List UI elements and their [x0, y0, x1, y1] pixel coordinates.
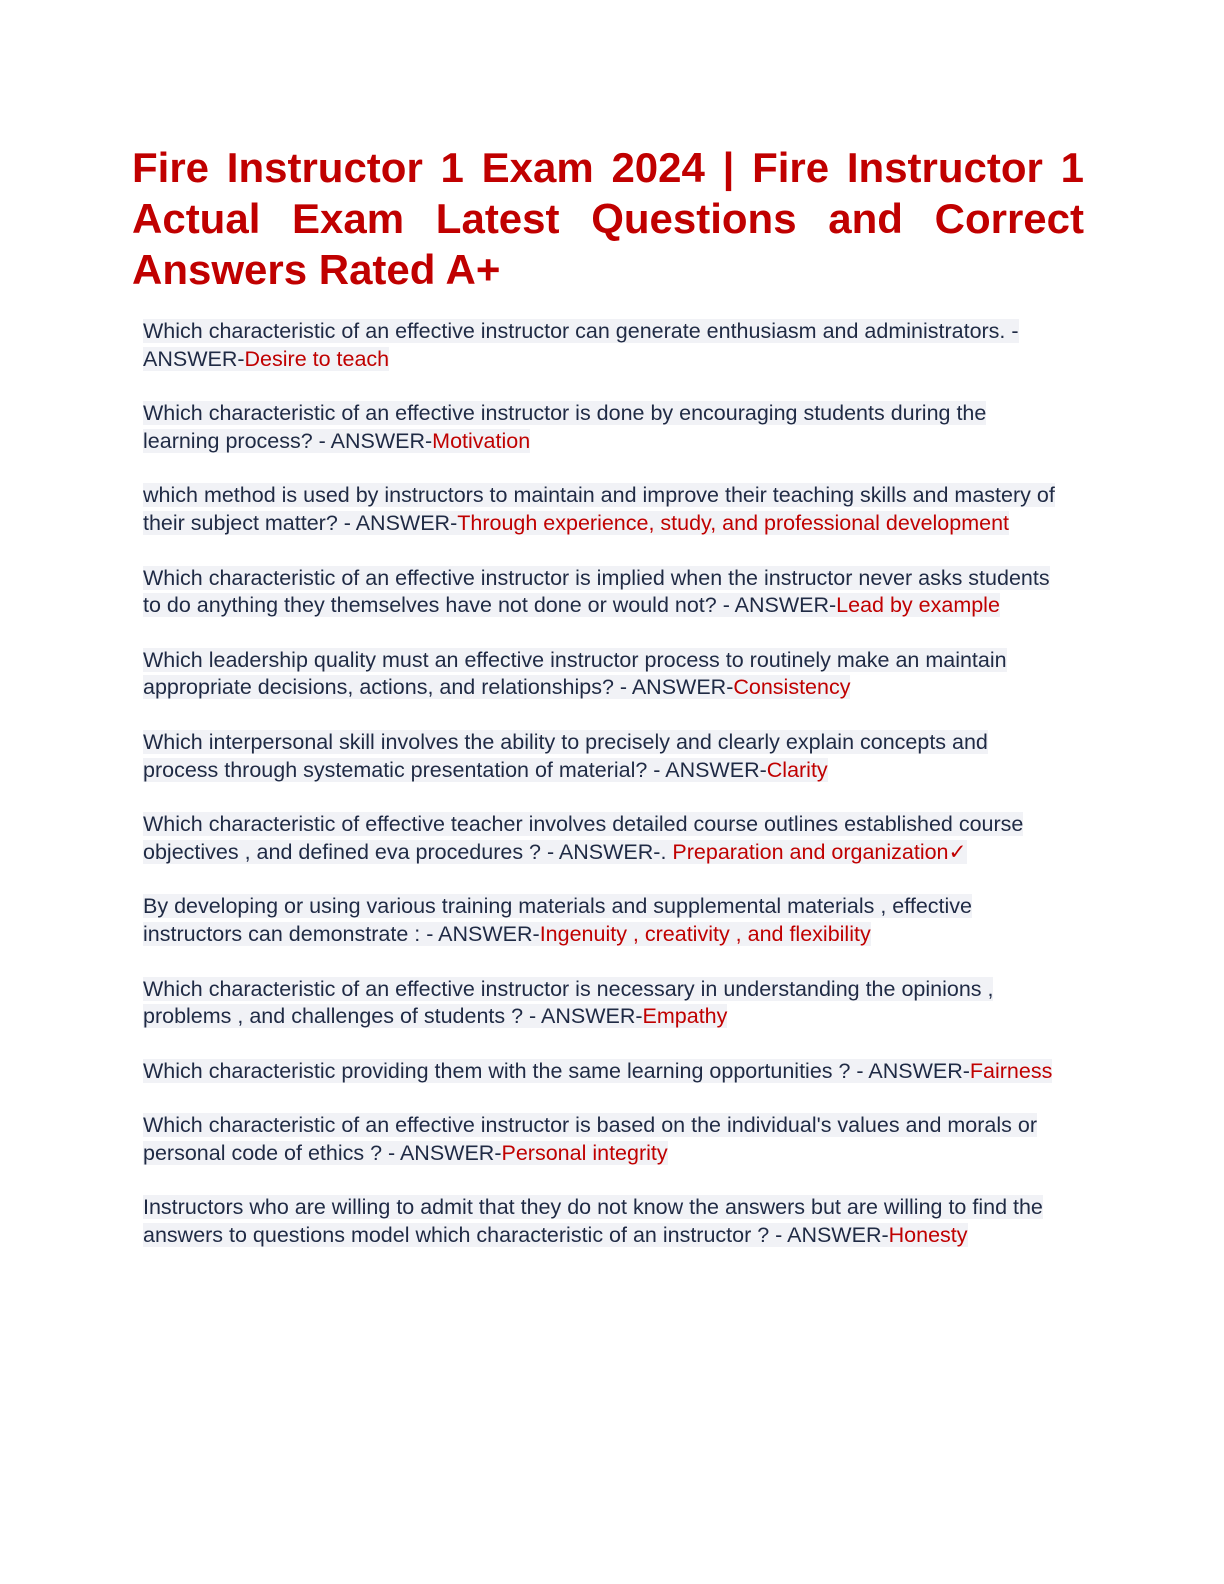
qa-item: [143, 647, 1061, 702]
qa-item: [143, 1058, 1061, 1086]
question-text: Which interpersonal skill involves the ability to precisely and clearly explain concepts and process through systematic presentation of material? - ANSWER-: [143, 729, 988, 782]
answer-text: Through experience, study, and professional development: [457, 510, 1010, 535]
question-text: Which characteristic of effective teacher involves detailed course outlines established course objectives , and defined eva procedures ? - ANSWER-.: [143, 812, 1024, 864]
question-text: Instructors who are willing to admit that they do not know the answers but are willing to find the answers to questions model which characteristic of an instructor ? - ANSWER-: [143, 1195, 1043, 1248]
answer-text: Empathy: [642, 1004, 728, 1029]
question-text: Which characteristic of an effective instructor is necessary in understanding the opinions , problems , and challenges of students ? - ANSWER-: [143, 976, 994, 1029]
question-text: Which characteristic providing them with the same learning opportunities ? - ANSWER-: [143, 1058, 970, 1083]
answer-text: Lead by example: [836, 593, 1000, 618]
question-text: Which characteristic of an effective instructor is implied when the instructor never asks students to do anything they themselves have not done or would not? - ANSWER-: [143, 565, 1050, 618]
question-text: Which characteristic of an effective instructor can generate enthusiasm and administrators. - ANSWER-: [143, 319, 1019, 371]
question-text: Which characteristic of an effective instructor is done by encouraging students during the learning process? - ANSWER-: [143, 401, 987, 453]
question-text: By developing or using various training materials and supplemental materials , effective instructors can demonstrate : - ANSWER-: [143, 894, 972, 946]
qa-item: [143, 482, 1061, 537]
question-text: which method is used by instructors to maintain and improve their teaching skills and mastery of their subject matter? - ANSWER-: [143, 483, 1055, 535]
qa-item: [143, 811, 1061, 866]
qa-item: [143, 976, 1061, 1031]
answer-text: Clarity: [766, 757, 828, 782]
answer-text: Ingenuity , creativity , and flexibility: [539, 921, 871, 946]
answer-text: Fairness: [969, 1058, 1053, 1083]
qa-item: [143, 1194, 1061, 1249]
answer-text: Personal integrity: [501, 1140, 668, 1165]
qa-item: [143, 729, 1061, 784]
page-title: Fire Instructor 1 Exam 2024 | Fire Instructor 1 Actual Exam Latest Questions and Correct Answers Rated A+: [132, 144, 1084, 293]
qa-item: [143, 893, 1061, 948]
qa-item: [143, 318, 1061, 373]
qa-item: [143, 565, 1061, 620]
answer-text: Honesty: [888, 1223, 968, 1248]
qa-item: [143, 1112, 1061, 1167]
question-text: Which leadership quality must an effective instructor process to routinely make an maintain appropriate decisions, actions, and relationships? - ANSWER-: [143, 647, 1007, 700]
qa-list: [143, 318, 1061, 1277]
question-text: Which characteristic of an effective instructor is based on the individual's values and morals or personal code of ethics ? - ANSWER-: [143, 1113, 1038, 1165]
qa-item: [143, 400, 1061, 455]
answer-text: Consistency: [733, 675, 851, 700]
answer-text: Motivation: [432, 428, 531, 453]
answer-text: Preparation and organization✓: [672, 839, 967, 864]
answer-text: Desire to teach: [244, 346, 390, 371]
